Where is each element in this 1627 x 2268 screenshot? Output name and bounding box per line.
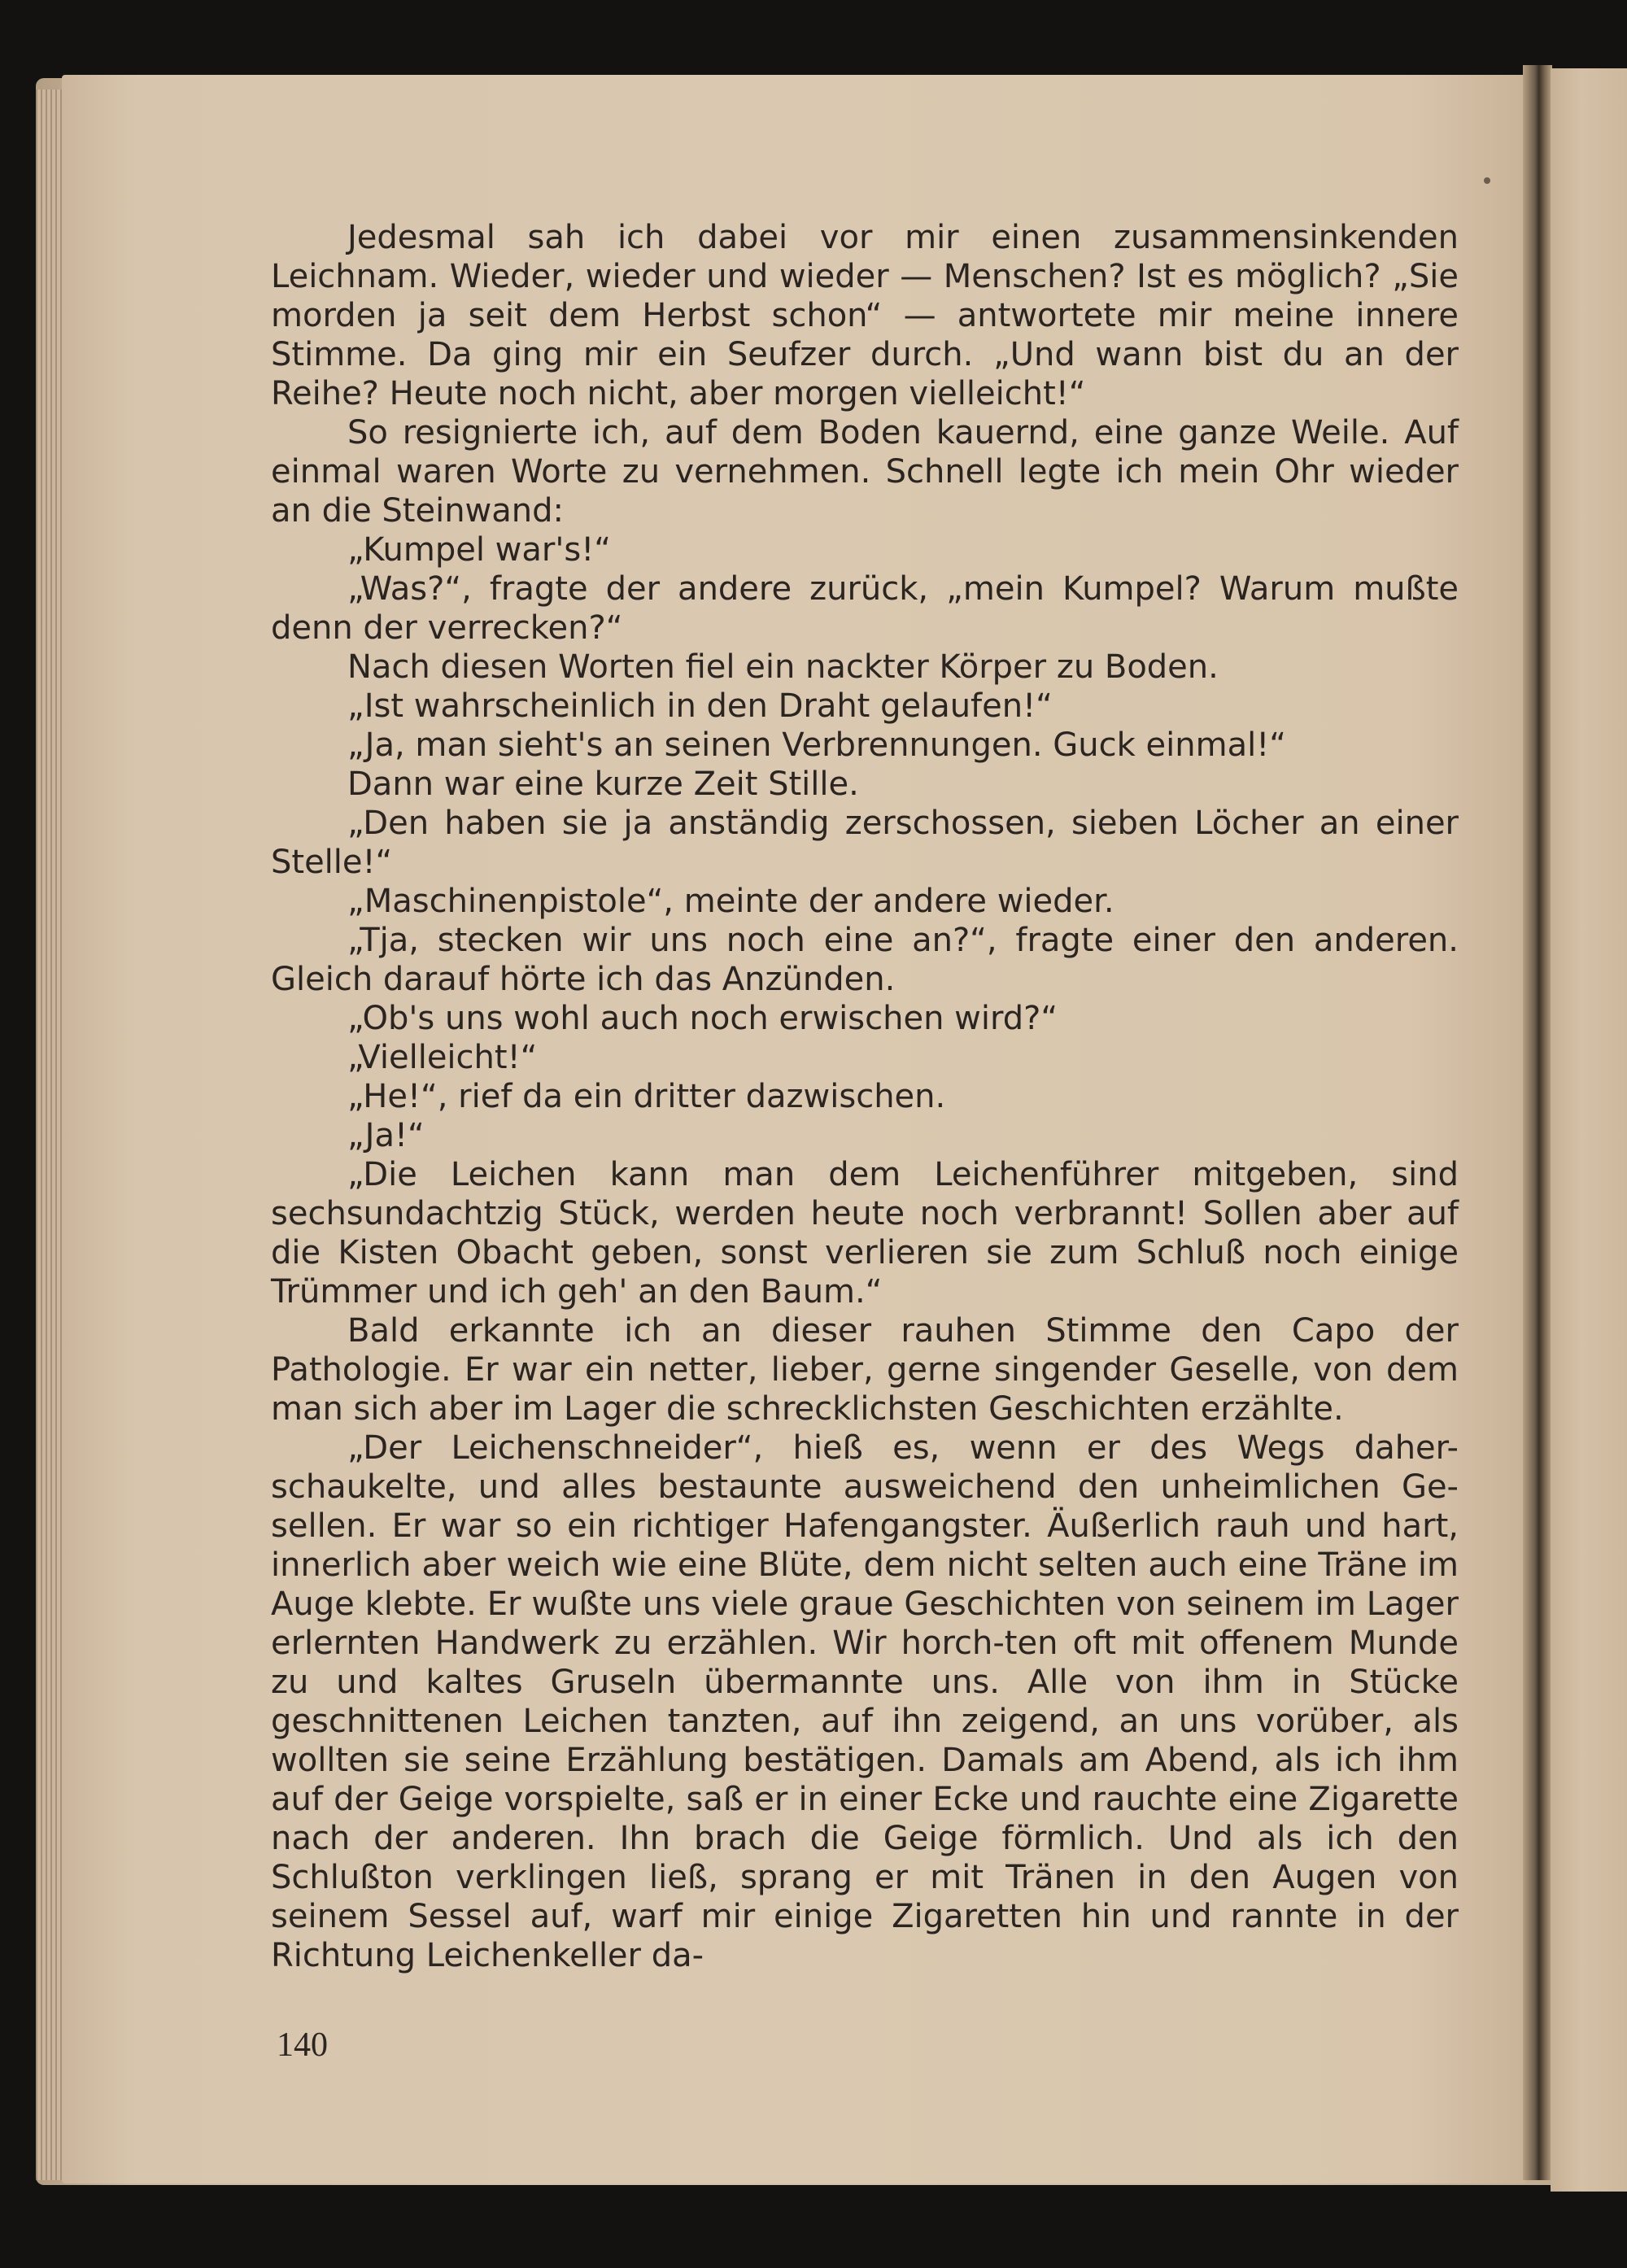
paragraph: „Ja, man sieht's an seinen Verbrennungen. Guck einmal!“ (347, 726, 1286, 764)
paragraph: „Ist wahrscheinlich in den Draht gelaufen!“ (347, 687, 1053, 725)
paragraph: „Der Leichenschneider“, hieß es, wenn er des Wegs daher-schaukelte, und alles bestaunte ausweichend den unheimlichen Ge-sellen. Er war so ein richtiger Hafengangster. Äußerlich rauh und hart, innerlich aber weich wie eine Blüte, dem nicht selten auch eine Träne im Auge klebte. Er wußte uns viele graue Geschichten von seinem im Lager erlernten Handwerk zu erzählen. Wir horch-ten oft mit offenem Munde zu und kaltes Gruseln übermannte uns. Alle von ihm in Stücke geschnittenen Leichen tanzten, auf ihn zeigend, an uns vorüber, als wollten sie seine Erzählung bestätigen. Damals am Abend, als ich ihm auf der Geige vorspielte, saß er in einer Ecke und rauchte eine Zigarette nach der anderen. Ihn brach die Geige förmlich. Und als ich den Schlußton verklingen ließ, sprang er mit Tränen in den Augen von seinem Sessel auf, warf mir einige Zigaretten hin und rannte in der Richtung Leichenkeller da- (271, 1429, 1459, 1974)
paragraph: Dann war eine kurze Zeit Stille. (347, 765, 859, 803)
paragraph: „Maschinenpistole“, meinte der andere wieder. (347, 883, 1114, 920)
paragraph: „Tja, stecken wir uns noch eine an?“, fragte einer den anderen. Gleich darauf hörte ich das Anzünden. (271, 922, 1459, 998)
paragraph: „Vielleicht!“ (347, 1039, 538, 1076)
paragraph: Bald erkannte ich an dieser rauhen Stimme den Capo der Pathologie. Er war ein netter, lieber, gerne singender Geselle, von dem man sich aber im Lager die schrecklichsten Geschichten erzählte. (271, 1312, 1459, 1428)
paper-speck (1484, 177, 1490, 184)
paragraph: „Kumpel war's!“ (347, 531, 611, 569)
paragraph: „Ja!“ (347, 1117, 425, 1154)
paragraph: „Den haben sie ja anständig zerschossen, sieben Löcher an einer Stelle!“ (271, 805, 1459, 881)
page-number: 140 (277, 2026, 328, 2064)
paragraph: „Ob's uns wohl auch noch erwischen wird?“ (347, 1000, 1058, 1037)
book-gutter (1523, 65, 1552, 2180)
paragraph: Jedesmal sah ich dabei vor mir einen zusammensinkenden Leichnam. Wieder, wieder und wieder — Menschen? Ist es möglich? „Sie morden ja seit dem Herbst schon“ — antwortete mir meine innere Stimme. Da ging mir ein Seufzer durch. „Und wann bist du an der Reihe? Heute noch nicht, aber morgen vielleicht!“ (271, 219, 1459, 412)
paragraph: „He!“, rief da ein dritter dazwischen. (347, 1078, 946, 1115)
paragraph: So resignierte ich, auf dem Boden kauernd, eine ganze Weile. Auf einmal waren Worte zu vernehmen. Schnell legte ich mein Ohr wieder an die Steinwand: (271, 414, 1459, 530)
page-text (271, 218, 1459, 1975)
facing-page (1551, 68, 1627, 2192)
paragraph: Nach diesen Worten fiel ein nackter Körper zu Boden. (347, 648, 1219, 686)
paragraph: „Die Leichen kann man dem Leichenführer mitgeben, sind sechsundachtzig Stück, werden heute noch verbrannt! Sollen aber auf die Kisten Obacht geben, sonst verlieren sie zum Schluß noch einige Trümmer und ich geh' an den Baum.“ (271, 1156, 1459, 1311)
paragraph: „Was?“, fragte der andere zurück, „mein Kumpel? Warum mußte denn der verrecken?“ (271, 570, 1459, 647)
